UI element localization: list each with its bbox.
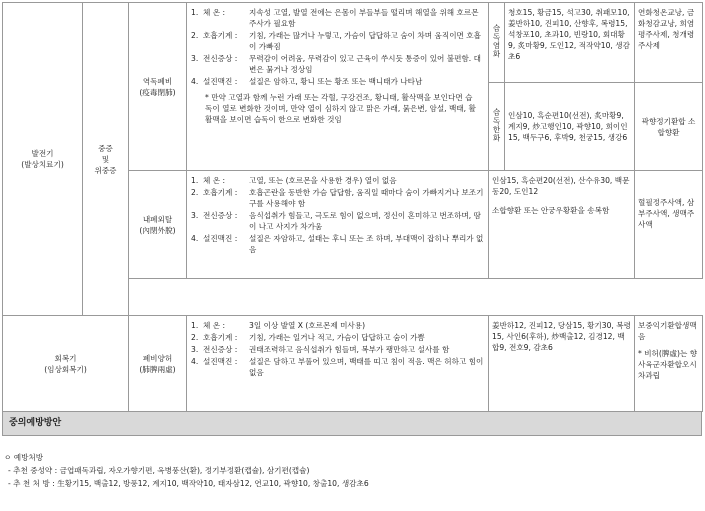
- prevention-section-title: 중의예방방안: [2, 412, 702, 436]
- symptom-text: 기침, 가래는 많거나 누렇고, 가슴이 답답하고 숨이 차며 움직이면 호흡이 가빠짐: [249, 31, 481, 51]
- syndrome-hanja: (內閉外脫): [139, 225, 176, 235]
- syndrome-name: 폐비양허: [142, 353, 173, 363]
- herbs-text-secondary: 소합향환 또는 안궁우황환을 송복함: [492, 206, 610, 215]
- phase-cell-acute: [3, 3, 83, 316]
- severity-line: 위중증: [94, 165, 117, 175]
- herbs-text: 姜반하12, 진피12, 당삼15, 황기30, 복령15, 사인6(후하), 炒백출12, 김경12, 백합9, 전호9, 감초6: [492, 321, 631, 352]
- symptom-key: 설진맥진 :: [203, 234, 238, 243]
- severity-line: 및: [101, 154, 110, 164]
- symptom-text: 무력감이 어려움, 무력감이 있고 근육이 쑤시듯 통증이 있어 불편함. 대변은 묽거나 정상임: [249, 54, 481, 74]
- symptom-item: [191, 175, 484, 186]
- symptom-number: 1.: [191, 176, 199, 185]
- symptom-item: [191, 344, 484, 355]
- prescription-text: 보중익기환합생맥음: [638, 321, 697, 341]
- symptom-number: 4.: [191, 234, 199, 243]
- symptom-number: 2.: [191, 333, 199, 342]
- subtype-label: 습독한화: [492, 107, 501, 143]
- prescription-text: 연화청온교낭, 금화청감교낭, 희염평주사제, 청개령주사제: [638, 8, 695, 50]
- treatment-table: [2, 2, 703, 412]
- symptom-key: 호흡기계 :: [203, 333, 238, 342]
- herbs-text: 청호15, 황금15, 석고30, 취패모10, 姜반하10, 진피10, 산향후, 복령15, 석창포10, 초과10, 빈랑10, 회대황9, 炙마황9, 도인12, 적작약10, 생감초6: [508, 8, 630, 61]
- symptom-key: 전신증상 :: [203, 345, 238, 354]
- prescription-cell: [635, 316, 703, 412]
- symptom-key: 호흡기계 :: [203, 188, 238, 197]
- symptom-number: 1.: [191, 8, 199, 17]
- symptom-item: [191, 356, 484, 378]
- prevention-section: [4, 452, 700, 491]
- symptom-note: * 만약 고열과 함께 누런 가래 또는 각혈, 구강건조, 황니태, 활삭맥을 보인다면 습독이 열로 변화한 것이며, 만약 열이 심하지 않고 맑은 가래, 묽은변, 암설, 백태, 활활맥을 보이면 습독이 한으로 변화한 것임: [205, 93, 476, 124]
- phase-cell-recovery: [3, 316, 129, 412]
- symptom-text: 3일 이상 발열 X (호르몬제 미사용): [249, 321, 366, 330]
- symptom-key: 설진맥진 :: [203, 77, 238, 86]
- prevention-line: - 추 천 처 방 : 生황기15, 백출12, 방풍12, 계지10, 백작약10, 태자삼12, 연교10, 곽향10, 창출10, 생감초6: [8, 479, 369, 488]
- symptom-key: 호흡기계 :: [203, 31, 238, 40]
- herbs-text: 인삼15, 흑순편20(선전), 산수유30, 백문동20, 도인12: [492, 176, 630, 196]
- prevention-line: - 추천 중성약 : 금엽패독과립, 자오가향기편, 옥병풍산(환), 정기부정환(캡슐), 삼기편(캡슐): [8, 466, 310, 475]
- prevention-heading: ㅇ 예방처방: [4, 453, 44, 462]
- herbs-cell: [505, 3, 635, 83]
- symptom-number: 3.: [191, 345, 199, 354]
- prescription-cell: [635, 171, 703, 279]
- subtype-label: 습독염화: [492, 23, 501, 59]
- symptom-key: 전신증상 :: [203, 211, 238, 220]
- subtype-label-cell: [489, 3, 505, 83]
- symptom-number: 2.: [191, 31, 199, 40]
- symptom-text: 설질은 암하고, 황니 또는 황조 또는 백니태가 나타남: [249, 77, 423, 86]
- symptom-item: [191, 233, 484, 255]
- herbs-cell: [489, 171, 635, 279]
- herbs-text: 인삼10, 흑순편10(선전), 炙마황9, 계지9, 炒고행인10, 곽향10, 희이인15, 백두구6, 후박9, 천궁15, 생강6: [508, 111, 628, 142]
- symptoms-cell: [187, 171, 489, 279]
- prescription-cell: [635, 83, 703, 171]
- symptom-text: 호흡곤란을 동반한 가슴 답답함, 움직일 때마다 숨이 가빠지거나 보조기구를 사용해야 함: [249, 188, 484, 208]
- prescription-text: 혈필정주사액, 삼부주사액, 생맥주사액: [638, 198, 695, 229]
- syndrome-type-cell: [129, 171, 187, 279]
- syndrome-hanja: (疫毒閉肺): [139, 87, 176, 97]
- symptom-text: 권태조력하고 음식섭취가 힘들며, 복부가 팽만하고 설사를 함: [249, 345, 450, 354]
- symptom-text: 음식섭취가 힘들고, 극도로 힘이 없으며, 정신이 혼미하고 번조하며, 땀이 나고 사지가 차가움: [249, 211, 481, 231]
- syndrome-hanja: (肺脾兩虛): [139, 364, 176, 374]
- symptom-item: [191, 53, 484, 75]
- symptoms-cell: [187, 316, 489, 412]
- symptom-text: 지속성 고열, 발열 전에는 은몸이 부들부들 떨리며 해열을 위해 호르몬 주사가 필요함: [249, 8, 479, 28]
- herbs-cell: [505, 83, 635, 171]
- symptom-key: 전신증상 :: [203, 54, 238, 63]
- prescription-text: 곽향정기환합 소합향환: [641, 116, 696, 137]
- phase-subtitle: (임상회복기): [44, 364, 87, 374]
- symptom-number: 3.: [191, 54, 199, 63]
- symptom-item: [191, 76, 484, 87]
- syndrome-name: 내폐외탈: [142, 214, 173, 224]
- symptom-item: [191, 320, 484, 331]
- symptom-number: 2.: [191, 188, 199, 197]
- symptom-text: 설질은 담하고 부풀어 있으며, 백태를 띠고 침이 적음. 맥은 허하고 힘이 없음: [249, 357, 484, 377]
- symptom-number: 4.: [191, 77, 199, 86]
- syndrome-type-cell: [129, 316, 187, 412]
- symptom-text: 기침, 가래는 일거나 적고, 가슴이 답답하고 숨이 가쁨: [249, 333, 425, 342]
- herbs-cell: [489, 316, 635, 412]
- prescription-note: * 비허(脾虛)는 향사육군자환합오시차과립: [638, 349, 698, 380]
- symptom-item: [191, 7, 484, 29]
- symptom-item: [191, 332, 484, 343]
- phase-title: 발전기: [31, 149, 54, 158]
- symptom-key: 체 온 :: [203, 8, 226, 17]
- symptom-text: 설질은 자암하고, 설태는 후니 또는 조 하며, 부대맥이 잡히나 뿌리가 없음: [249, 234, 484, 254]
- symptom-item: [191, 187, 484, 209]
- severity-line: 중증: [98, 143, 113, 153]
- symptom-number: 3.: [191, 211, 199, 220]
- phase-subtitle: (발상치료기): [21, 160, 64, 169]
- symptom-key: 설진맥진 :: [203, 357, 238, 366]
- phase-title: 회복기: [54, 353, 77, 363]
- syndrome-name: 역독폐비: [142, 76, 173, 86]
- symptom-number: 4.: [191, 357, 199, 366]
- symptom-item: [191, 210, 484, 232]
- subtype-label-cell: [489, 83, 505, 171]
- symptom-number: 1.: [191, 321, 199, 330]
- syndrome-type-cell: [129, 3, 187, 171]
- symptom-item: [191, 30, 484, 52]
- symptom-key: 체 온 :: [203, 321, 226, 330]
- severity-cell: [83, 3, 129, 316]
- symptom-text: 고열, 또는 (호르몬을 사용한 경우) 열이 없음: [249, 176, 397, 185]
- symptom-key: 체 온 :: [203, 176, 226, 185]
- symptoms-cell: [187, 3, 489, 171]
- prescription-cell: [635, 3, 703, 83]
